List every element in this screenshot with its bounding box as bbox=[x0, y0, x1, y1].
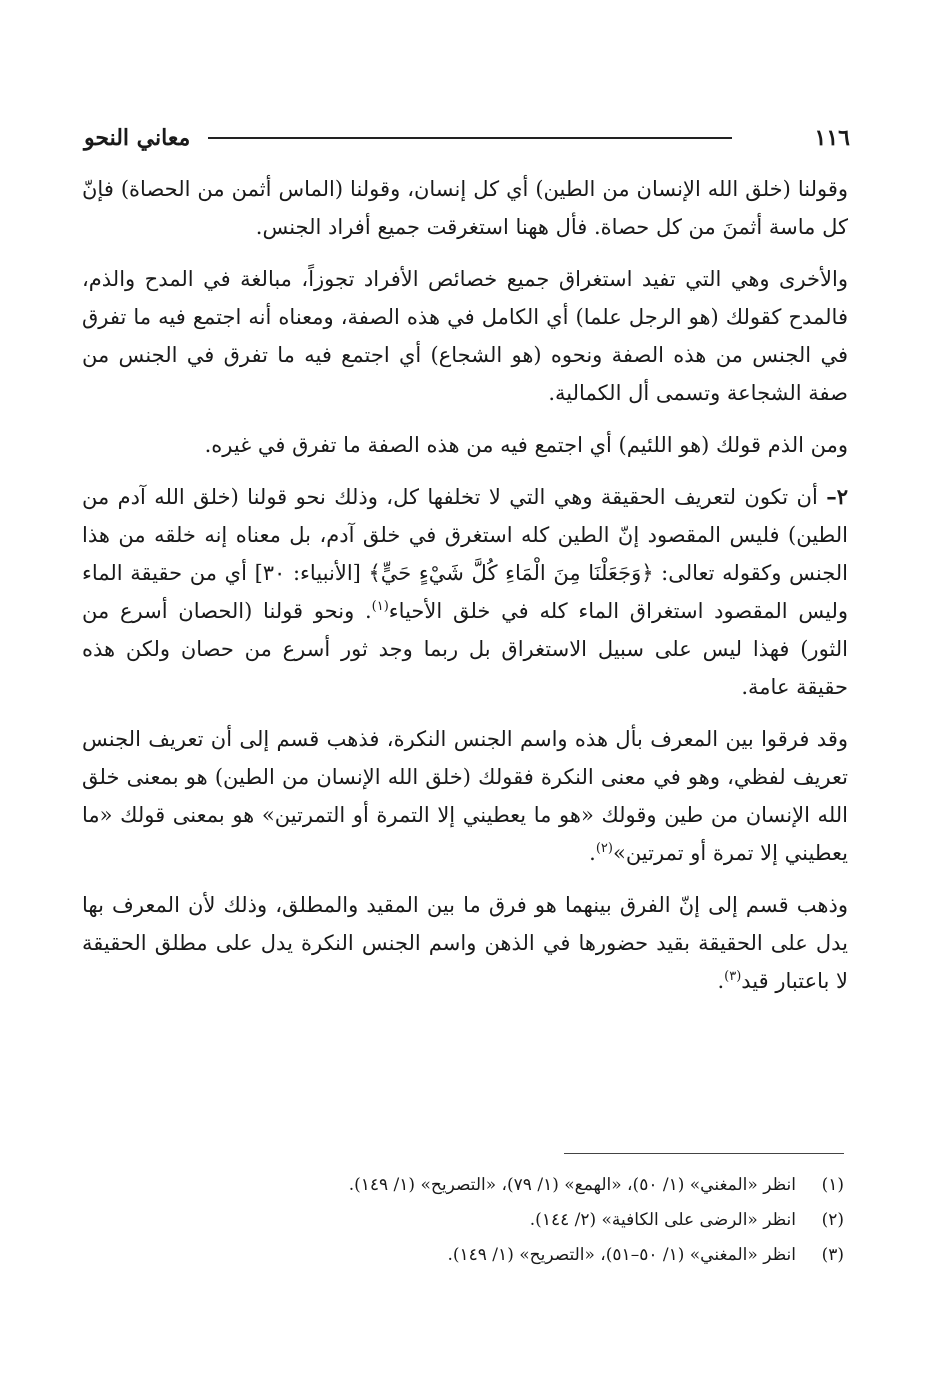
paragraph-3: ومن الذم قولك (هو اللئيم) أي اجتمع فيه من هذه الصفة ما تفرق في غيره. bbox=[204, 433, 848, 457]
main-text bbox=[82, 170, 848, 1014]
footnote bbox=[78, 1168, 844, 1203]
page-number: ١١٦ bbox=[814, 125, 850, 151]
footnote bbox=[78, 1203, 844, 1238]
page-header bbox=[84, 118, 850, 158]
footnote-number: (١) bbox=[821, 1175, 844, 1195]
footnote-number: (٣) bbox=[821, 1245, 844, 1265]
paragraph-1: وقولنا (خلق الله الإنسان من الطين) أي كل إنسان، وقولنا (الماس أثمن من الحصاة) فإنّ كل ماسة أثمنَ من كل حصاة. فأل ههنا استغرقت جميع أفراد الجنس. bbox=[82, 177, 848, 239]
footnote-text: انظر «الرضى على الكافية» (٢/ ١٤٤). bbox=[529, 1210, 796, 1230]
footnote-ref-3: (٣) bbox=[724, 969, 742, 984]
running-title: معاني النحو bbox=[84, 125, 191, 151]
paragraph-5 bbox=[82, 720, 848, 872]
footnote-text: انظر «المغني» (١/ ٥٠)، «الهمع» (١/ ٧٩)، «التصريح» (١/ ١٤٩). bbox=[348, 1175, 796, 1195]
item-number: ٢– bbox=[826, 484, 848, 509]
footnote-number: (٢) bbox=[821, 1210, 844, 1230]
footnote-ref-2: (٢) bbox=[595, 841, 613, 856]
paragraph-6 bbox=[82, 886, 848, 1000]
paragraph-6-text-a: وذهب قسم إلى إنّ الفرق بينهما هو فرق ما بين المقيد والمطلق، وذلك لأن المعرف بها يدل على الحقيقة بقيد حضورها في الذهن واسم الجنس النكرة يدل على مطلق الحقيقة لا باعتبار قيد bbox=[82, 893, 848, 993]
paragraph-5-text-a: وقد فرقوا بين المعرف بأل هذه واسم الجنس النكرة، فذهب قسم إلى أن تعريف الجنس تعريف لفظي، وهو في معنى النكرة فقولك (خلق الله الإنسان من الطين) هو بمعنى خلق الله الإنسان من طين وقولك «هو ما يعطيني إلا التمرة أو التمرتين» هو بمعنى قولك «ما يعطيني إلا تمرة أو تمرتين» bbox=[82, 727, 849, 865]
paragraph-2: والأخرى وهي التي تفيد استغراق جميع خصائص الأفراد تجوزاً، مبالغة في المدح والذم، فالمدح كقولك (هو الرجل علما) أي الكامل في هذه الصفة، ومعناه أنه اجتمع فيه ما تفرق في الجنس من هذه الصفة ونحوه (هو الشجاع) أي اجتمع فيه ما تفرق في الجنس من صفة الشجاعة وتسمى أل الكمالية. bbox=[82, 267, 848, 405]
footnote bbox=[78, 1238, 844, 1273]
footnotes bbox=[78, 1168, 844, 1273]
footnote-text: انظر «المغني» (١/ ٥٠–٥١)، «التصريح» (١/ ١٤٩). bbox=[447, 1245, 796, 1265]
paragraph-4-text-a: أن تكون لتعريف الحقيقة وهي التي لا تخلفها كل، وذلك نحو قولنا (خلق الله آدم من الطين) فليس المقصود إنّ الطين كله استغرق في خلق آدم، بل معناه إنه خلقه من هذا الجنس وكقوله تعالى: ﴿وَجَعَلْنَا مِنَ الْمَاءِ كُلَّ شَيْءٍ حَيٍّ﴾ [الأنبياء: ٣٠] أي من حقيقة الماء وليس المقصود استغراق الماء كله في خلق الأحياء bbox=[82, 485, 848, 623]
footnotes-separator bbox=[564, 1153, 844, 1154]
footnote-ref-1: (١) bbox=[371, 599, 389, 614]
paragraph-4-text-b: . ونحو قولنا (الحصان أسرع من الثور) فهذا ليس على سبيل الاستغراق بل ربما وجد ثور أسرع من حصان ولكن هذه حقيقة عامة. bbox=[82, 599, 848, 699]
paragraph-6-text-b: . bbox=[717, 969, 725, 993]
paragraph-5-text-b: . bbox=[589, 841, 596, 865]
paragraph-4 bbox=[82, 478, 848, 706]
header-rule bbox=[208, 137, 732, 139]
